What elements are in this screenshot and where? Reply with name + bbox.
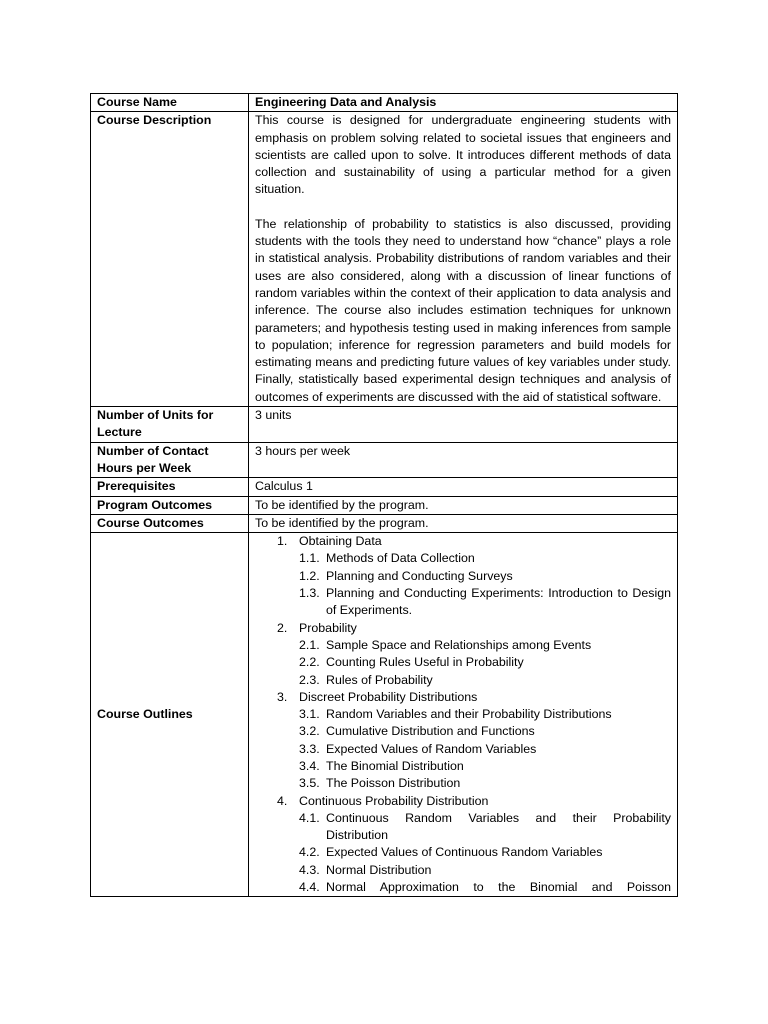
outline-topic-title: Continuous Probability Distribution [299, 793, 489, 808]
outline-subtopic-number: 1.1. [299, 551, 320, 566]
units-label: Number of Units for Lecture [91, 407, 249, 443]
outline-subtopic-title: Methods of Data Collection [326, 551, 475, 566]
contact-hours-value: 3 hours per week [249, 442, 678, 478]
outline-topic [255, 689, 671, 793]
outline-subtopic-title: The Binomial Distribution [326, 758, 464, 773]
outline-topic-title: Discreet Probability Distributions [299, 689, 478, 704]
row-contact-hours [91, 442, 678, 478]
program-outcomes-value: To be identified by the program. [249, 496, 678, 514]
outline-subtopic [255, 568, 671, 585]
contact-hours-label: Number of Contact Hours per Week [91, 442, 249, 478]
outline-subtopic-title: Normal Approximation to the Binomial and Poisson [326, 880, 671, 895]
outline-subtopic [255, 758, 671, 775]
outline-subtopic-number: 2.1. [299, 637, 320, 652]
outline-subtopic-number: 1.2. [299, 568, 320, 583]
outline-subtopic-title: Expected Values of Random Variables [326, 741, 537, 756]
outline-subtopic [255, 723, 671, 740]
units-value: 3 units [249, 407, 678, 443]
outline-subtopic-number: 3.5. [299, 776, 320, 791]
outline-subtopic-number: 4.4. [299, 880, 320, 895]
course-outcomes-label: Course Outcomes [91, 514, 249, 532]
outline-subtopic [255, 862, 671, 879]
prerequisites-value: Calculus 1 [249, 478, 678, 496]
row-prerequisites [91, 478, 678, 496]
outline-subtopic-number: 4.3. [299, 862, 320, 877]
outline-subtopic-title: Random Variables and their Probability Distributions [326, 707, 612, 722]
outline-subtopic-number: 1.3. [299, 586, 320, 601]
course-name-label: Course Name [91, 94, 249, 112]
outline-topic-number: 2. [277, 620, 288, 635]
outline-topic [255, 620, 671, 689]
course-syllabus-table [90, 93, 678, 897]
outline-topic-number: 1. [277, 534, 288, 549]
outline-subtopic-title: Continuous Random Variables and their Probability Distribution [326, 810, 671, 843]
course-outcomes-value: To be identified by the program. [249, 514, 678, 532]
outline-subtopic [255, 672, 671, 689]
outline-subtopic [255, 585, 671, 620]
row-units [91, 407, 678, 443]
course-outline-list [255, 533, 671, 896]
outline-subtopic-number: 2.3. [299, 672, 320, 687]
outline-topic-number: 4. [277, 793, 288, 808]
outline-subtopic [255, 810, 671, 845]
outline-topic [255, 793, 671, 897]
outline-subtopic [255, 706, 671, 723]
outline-subtopic-number: 3.1. [299, 707, 320, 722]
outline-topic-title: Obtaining Data [299, 534, 382, 549]
outline-subtopic-title: Cumulative Distribution and Functions [326, 724, 535, 739]
description-paragraph: The relationship of probability to statistics is also discussed, providing students with the tools they need to understand how “chance” plays a role in statistical analysis. Probability distributions of random variables and their uses are also considered, along with a discussion of linear functions of random variables within the context of their application to data analysis and inference. The course also includes estimation techniques for unknown parameters; and hypothesis testing used in making inferences from sample to population; inference for regression parameters and build models for estimating means and predicting future values of key variables under study. Finally, statistically based experimental design techniques and analysis of outcomes of experiments are discussed with the aid of statistical software. [255, 216, 671, 404]
outline-subtopic-number: 3.4. [299, 758, 320, 773]
course-outlines-value [249, 533, 678, 897]
outline-subtopic [255, 637, 671, 654]
course-description-label: Course Description [91, 112, 249, 407]
outline-subtopic [255, 775, 671, 792]
row-course-outcomes [91, 514, 678, 532]
program-outcomes-label: Program Outcomes [91, 496, 249, 514]
outline-subtopic-number: 4.2. [299, 845, 320, 860]
outline-subtopic [255, 654, 671, 671]
outline-subtopic-title: Planning and Conducting Surveys [326, 568, 513, 583]
row-course-name [91, 94, 678, 112]
outline-subtopic-number: 2.2. [299, 655, 320, 670]
outline-subtopic-title: Planning and Conducting Experiments: Introduction to Design of Experiments. [326, 586, 671, 618]
outline-subtopic [255, 550, 671, 567]
outline-subtopic-title: Rules of Probability [326, 672, 433, 687]
prerequisites-label: Prerequisites [91, 478, 249, 496]
outline-subtopic-title: The Poisson Distribution [326, 776, 461, 791]
course-outlines-label: Course Outlines [91, 533, 249, 897]
outline-topic [255, 533, 671, 619]
outline-subtopic-number: 3.2. [299, 724, 320, 739]
outline-subtopic-title: Expected Values of Continuous Random Variables [326, 845, 603, 860]
outline-subtopic-number: 3.3. [299, 741, 320, 756]
course-name-value: Engineering Data and Analysis [249, 94, 678, 112]
outline-subtopic [255, 879, 671, 896]
row-course-outlines [91, 533, 678, 897]
row-course-description [91, 112, 678, 407]
row-program-outcomes [91, 496, 678, 514]
outline-subtopic [255, 844, 671, 861]
outline-topic-title: Probability [299, 620, 357, 635]
outline-subtopic-number: 4.1. [299, 810, 320, 825]
outline-subtopic-title: Counting Rules Useful in Probability [326, 655, 524, 670]
outline-subtopic-title: Sample Space and Relationships among Events [326, 637, 592, 652]
outline-topic-number: 3. [277, 689, 288, 704]
description-paragraph: This course is designed for undergraduate engineering students with emphasis on problem solving related to societal issues that engineers and scientists are called upon to solve. It introduces different methods of data collection and sustainability of using a particular method for a given situation. [255, 113, 671, 197]
course-description-value [249, 112, 678, 407]
outline-subtopic-title: Normal Distribution [326, 862, 432, 877]
outline-subtopic [255, 741, 671, 758]
